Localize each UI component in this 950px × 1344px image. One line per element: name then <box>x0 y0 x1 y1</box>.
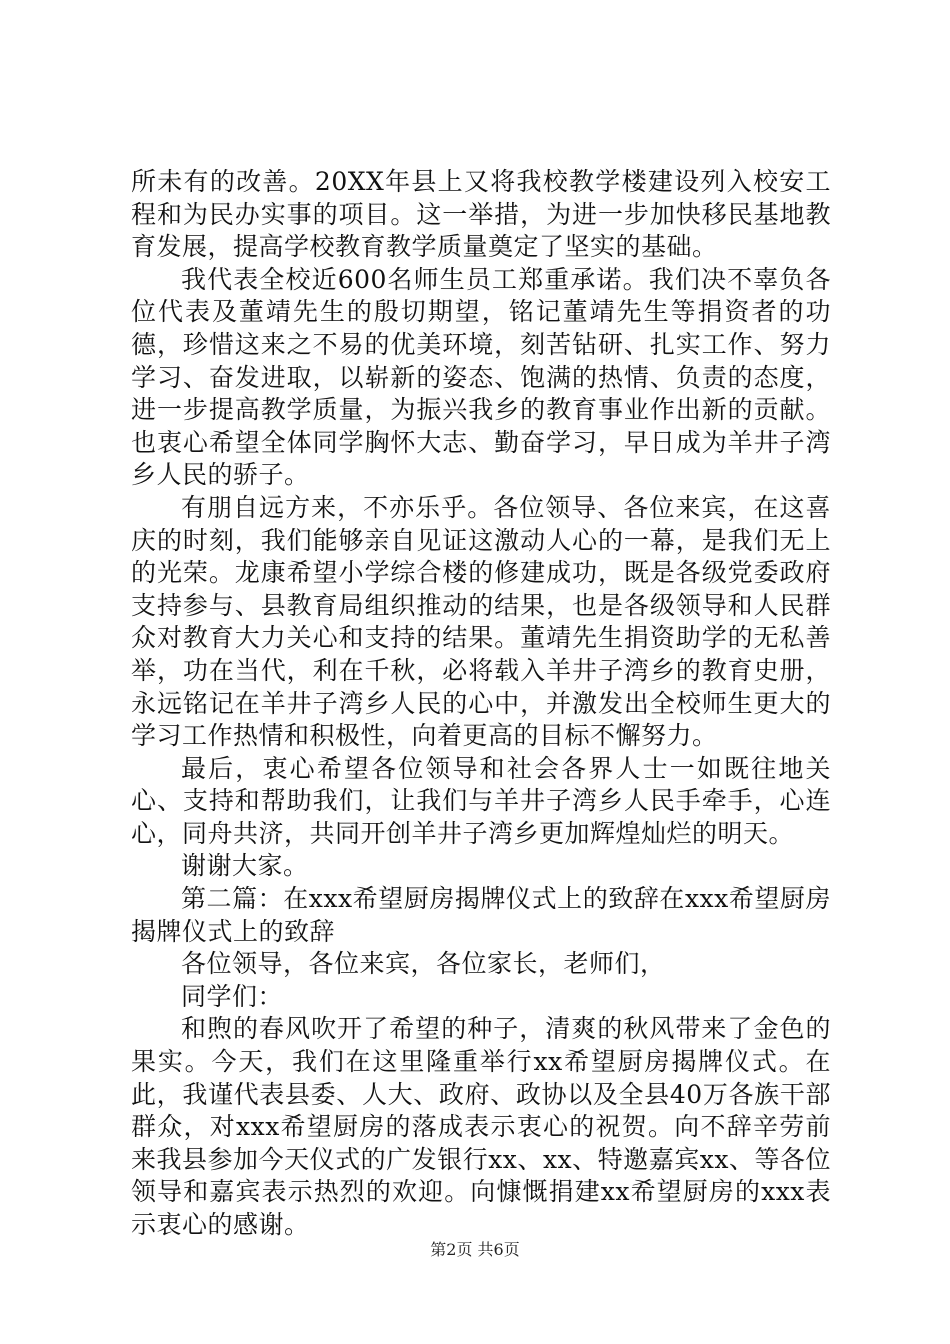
page-footer <box>0 1240 950 1260</box>
paragraph: 所未有的改善。20XX年县上又将我校教学楼建设列入校安工程和为民办实事的项目。这一举措，为进一步加快移民基地教育发展，提高学校教育教学质量奠定了坚实的基础。 <box>131 167 831 262</box>
paragraph: 最后，衷心希望各位领导和社会各界人士一如既往地关心、支持和帮助我们，让我们与羊井子湾乡人民手牵手，心连心，同舟共济，共同开创羊井子湾乡更加辉煌灿烂的明天。 <box>131 753 831 848</box>
section-heading: 第二篇：在xxx希望厨房揭牌仪式上的致辞在xxx希望厨房揭牌仪式上的致辞 <box>131 884 831 946</box>
paragraph: 谢谢大家。 <box>181 851 309 881</box>
salutation: 各位领导，各位来宾，各位家长，老师们， <box>181 949 666 979</box>
paragraph: 有朋自远方来，不亦乐乎。各位领导、各位来宾，在这喜庆的时刻，我们能够亲自见证这激动人心的一幕，是我们无上的光荣。龙康希望小学综合楼的修建成功，既是各级党委政府支持参与、县教育局组织推动的结果，也是各级领导和人民群众对教育大力关心和支持的结果。董靖先生捐资助学的无私善举，功在当代，利在千秋，必将载入羊井子湾乡的教育史册，永远铭记在羊井子湾乡人民的心中，并激发出全校师生更大的学习工作热情和积极性，向着更高的目标不懈努力。 <box>131 492 831 751</box>
page-number: 第2页 共6页 <box>430 1240 520 1259</box>
document-body <box>131 166 831 1242</box>
paragraph: 我代表全校近600名师生员工郑重承诺。我们决不辜负各位代表及董靖先生的殷切期望，铭记董靖先生等捐资者的功德，珍惜这来之不易的优美环境，刻苦钻研、扎实工作、努力学习、奋发进取，以崭新的姿态、饱满的热情、负责的态度，进一步提高教学质量，为振兴我乡的教育事业作出新的贡献。也衷心希望全体同学胸怀大志、勤奋学习，早日成为羊井子湾乡人民的骄子。 <box>131 264 831 490</box>
salutation: 同学们： <box>181 981 284 1011</box>
paragraph: 和煦的春风吹开了希望的种子，清爽的秋风带来了金色的果实。今天，我们在这里隆重举行xx希望厨房揭牌仪式。在此，我谨代表县委、人大、政府、政协以及全县40万各族干部群众，对xxx希望厨房的落成表示衷心的祝贺。向不辞辛劳前来我县参加今天仪式的广发银行xx、xx、特邀嘉宾xx、等各位领导和嘉宾表示热烈的欢迎。向慷慨捐建xx希望厨房的xxx表示衷心的感谢。 <box>131 1014 831 1239</box>
